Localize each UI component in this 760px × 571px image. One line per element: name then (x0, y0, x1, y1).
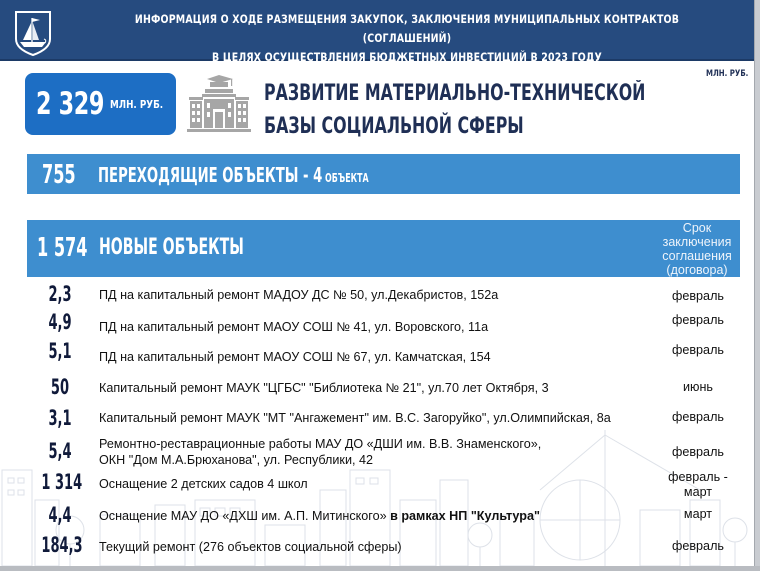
total-amount-value: 2 329 (36, 86, 105, 122)
item-deadline (656, 470, 740, 500)
item-description (99, 508, 540, 524)
school-building-icon (187, 73, 251, 135)
section-title (264, 77, 645, 143)
item-amount: 5,4 (48, 439, 72, 463)
item-amount: 50 (50, 375, 70, 399)
item-description: ПД на капитальный ремонт МАДОУ ДС № 50, ул.Декабристов, 152а (99, 288, 499, 302)
item-deadline: февраль (672, 343, 724, 357)
transit-objects-label-suffix: ОБЪЕКТА (322, 171, 369, 185)
section-title-line1: РАЗВИТИЕ МАТЕРИАЛЬНО-ТЕХНИЧЕСКОЙ (264, 81, 646, 106)
item-description-text: Оснащение МАУ ДО «ДХШ им. А.П. Митинского» (99, 509, 387, 523)
item-description: Текущий ремонт (276 объектов социальной сферы) (99, 540, 402, 554)
item-description-line2: ОКН "Дом М.А.Брюханова", ул. Республики, 42 (99, 453, 373, 467)
city-crest-ship-icon (13, 9, 53, 57)
new-objects-band (27, 220, 740, 277)
header-bar (0, 0, 754, 64)
item-deadline: февраль (672, 289, 724, 303)
new-objects-label: НОВЫЕ ОБЪЕКТЫ (99, 235, 244, 260)
item-description: Оснащение 2 детских садов 4 школ (99, 477, 308, 491)
item-deadline: февраль (672, 539, 724, 553)
report-title-line2: В ЦЕЛЯХ ОСУЩЕСТВЛЕНИЯ БЮДЖЕТНЫХ ИНВЕСТИЦИЙ В 2023 ГОДУ (212, 50, 602, 64)
units-label: МЛН. РУБ. (705, 69, 748, 79)
item-amount: 3,1 (48, 406, 72, 430)
item-description: ПД на капитальный ремонт МАОУ СОШ № 67, ул. Камчатская, 154 (99, 350, 491, 364)
item-deadline: июнь (683, 380, 713, 394)
item-deadline: февраль (672, 410, 724, 424)
item-description-line1: Ремонтно-реставрационные работы МАУ ДО «ДШИ им. В.В. Знаменского», (99, 437, 542, 451)
new-objects-value: 1 574 (37, 233, 88, 263)
item-description-bold: в рамках НП "Культура" (386, 509, 540, 523)
transit-objects-label (98, 163, 369, 187)
transit-objects-value: 755 (42, 160, 76, 190)
item-deadline-line2: март (683, 485, 713, 499)
item-description: ПД на капитальный ремонт МАОУ СОШ № 41, ул. Воровского, 11а (99, 320, 489, 334)
item-amount: 5,1 (48, 339, 72, 363)
transit-objects-label-main: ПЕРЕХОДЯЩИЕ ОБЪЕКТЫ - 4 (98, 163, 323, 187)
item-deadline: февраль (672, 445, 724, 459)
report-title (122, 10, 691, 67)
item-deadline: февраль (672, 313, 724, 327)
deadline-column-header: Срок заключения соглашения (договора) (662, 221, 732, 277)
item-deadline: март (683, 507, 713, 521)
item-deadline-line1: февраль - (668, 470, 728, 484)
item-amount: 184,3 (41, 533, 83, 557)
item-amount: 1 314 (41, 470, 83, 494)
item-amount: 4,9 (48, 310, 72, 334)
section-title-line2: БАЗЫ СОЦИАЛЬНОЙ СФЕРЫ (264, 114, 524, 139)
frame-bottom-edge (0, 566, 760, 571)
item-amount: 2,3 (48, 282, 72, 306)
item-description (99, 436, 541, 468)
total-amount-badge (25, 73, 176, 135)
item-amount: 4,4 (48, 503, 72, 527)
report-title-line1: ИНФОРМАЦИЯ О ХОДЕ РАЗМЕЩЕНИЯ ЗАКУПОК, ЗАКЛЮЧЕНИЯ МУНИЦИПАЛЬНЫХ КОНТРАКТОВ (СОГЛАШЕНИЙ) (134, 12, 680, 45)
transit-objects-band (27, 154, 740, 194)
item-description: Капитальный ремонт МАУК "ЦГБС" "Библиотека № 21", ул.70 лет Октября, 3 (99, 381, 549, 395)
item-description: Капитальный ремонт МАУК "МТ "Ангажемент" им. В.С. Загоруйко", ул.Олимпийская, 8а (99, 411, 611, 425)
frame-right-edge (754, 0, 760, 571)
total-amount-unit: МЛН. РУБ. (109, 97, 163, 111)
